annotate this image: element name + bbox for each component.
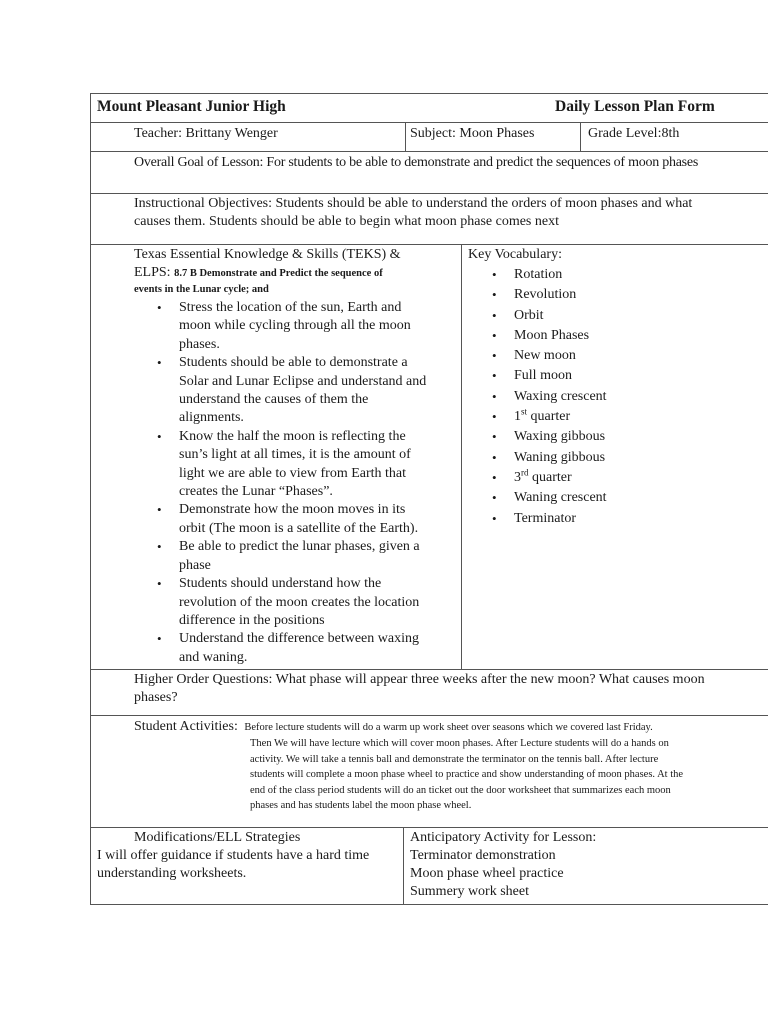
teks-vocab-row — [90, 244, 768, 669]
anticipatory-item: Terminator demonstration — [410, 848, 556, 863]
vocab-item: • 3rd quarter — [514, 468, 607, 488]
vocab-item: • Waning gibbous — [514, 448, 607, 468]
modifications-heading: Modifications/ELL Strategies — [134, 830, 301, 845]
school-name: Mount Pleasant Junior High — [97, 98, 286, 115]
subject-field: Subject: Moon Phases — [410, 126, 535, 141]
teks-standard: 8.7 B Demonstrate and Predict the sequence of — [174, 268, 383, 279]
goal-row — [90, 151, 768, 193]
activities-first-line: Before lecture students will do a warm up work sheet over seasons which we covered last Friday. — [244, 722, 653, 733]
vocab-item: • Full moon — [514, 366, 607, 386]
vocab-item: • Waxing gibbous — [514, 427, 607, 447]
anticipatory-section — [403, 828, 768, 904]
objectives-line-2: causes them. Students should be able to begin what moon phase comes next — [134, 214, 559, 229]
teacher-field: Teacher: Brittany Wenger — [134, 126, 278, 141]
objectives-row — [90, 193, 768, 244]
teks-bullet: • Demonstrate how the moon moves in its orbit (The moon is a satellite of the Earth). — [179, 501, 459, 538]
teks-bullet: • Students should be able to demonstrate a Solar and Lunar Eclipse and understand and understand the causes of them the alignments. — [179, 354, 459, 428]
header-row — [90, 93, 768, 122]
anticipatory-item: Moon phase wheel practice — [410, 866, 564, 881]
objectives-line-1: Instructional Objectives: Students should be able to understand the orders of moon phases and what — [134, 196, 693, 211]
modifications-line-1: I will offer guidance if students have a hard time — [97, 848, 370, 863]
teks-bullet: • Students should understand how the revolution of the moon creates the location difference in the positions — [179, 575, 459, 630]
teks-bullet: • Know the half the moon is reflecting the sun’s light at all times, it is the amount of light we are able to view from Earth that creates the Lunar “Phases”. — [179, 428, 459, 502]
activities-text: Then We will have lecture which will cover moon phases. After Lecture students will do a hands on activity. We will take a tennis ball and demonstrate the terminator on the tennis ball. After lecture students will complete a moon phase wheel to practice and show understanding of moon phases. At the end of the class period students will do an ticket out the door worksheet that summarizes each moon phases and has students label the moon phase wheel. — [250, 738, 684, 811]
vocab-item: • Revolution — [514, 285, 607, 305]
overall-goal: Overall Goal of Lesson: For students to be able to demonstrate and predict the sequences of moon phases — [134, 155, 699, 170]
vocab-section — [461, 245, 768, 669]
teks-bullet: • Stress the location of the sun, Earth and moon while cycling through all the moon phases. — [179, 299, 459, 354]
teks-section — [134, 246, 459, 667]
teks-standard-cont: events in the Lunar cycle; and — [134, 284, 269, 295]
activities-label: Student Activities: — [134, 719, 242, 734]
form-title: Daily Lesson Plan Form — [555, 98, 715, 115]
table-bottom-border — [90, 904, 768, 905]
higher-order-line-2: phases? — [134, 690, 178, 705]
higher-order-row — [90, 669, 768, 715]
teks-heading: Texas Essential Knowledge & Skills (TEKS) & — [134, 247, 401, 262]
anticipatory-item: Summery work sheet — [410, 884, 529, 899]
vocab-item: • Terminator — [514, 509, 607, 529]
vocab-item: • Moon Phases — [514, 326, 607, 346]
teks-bullet-list — [179, 299, 459, 667]
activities-row — [90, 715, 768, 827]
vocab-heading: Key Vocabulary: — [468, 247, 562, 262]
teks-bullet: • Be able to predict the lunar phases, given a phase — [179, 538, 459, 575]
teks-bullet: • Understand the difference between waxing and waning. — [179, 630, 459, 667]
modifications-line-2: understanding worksheets. — [97, 866, 247, 881]
vocab-item: • Waxing crescent — [514, 387, 607, 407]
vocab-item: • New moon — [514, 346, 607, 366]
anticipatory-heading: Anticipatory Activity for Lesson: — [410, 830, 597, 845]
higher-order-line-1: Higher Order Questions: What phase will appear three weeks after the new moon? What causes moon — [134, 672, 705, 687]
elps-label: ELPS: — [134, 265, 175, 280]
vocab-item: • 1st quarter — [514, 407, 607, 427]
modifications-row — [90, 827, 768, 904]
vocab-item: • Orbit — [514, 306, 607, 326]
vocab-item: • Waning crescent — [514, 488, 607, 508]
info-row — [90, 122, 768, 151]
vocab-item: • Rotation — [514, 265, 607, 285]
vocab-list — [514, 265, 607, 529]
grade-field: Grade Level:8th — [588, 126, 680, 141]
